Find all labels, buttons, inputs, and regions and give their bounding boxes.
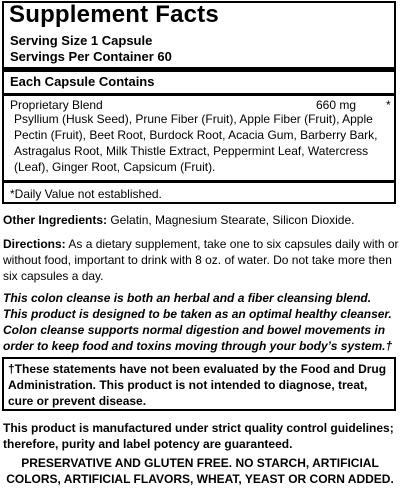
thick-divider: [4, 67, 394, 72]
each-capsule-contains: Each Capsule Contains: [10, 74, 155, 89]
facts-title: Supplement Facts: [9, 1, 219, 28]
bottom-divider: [4, 180, 394, 183]
directions: [3, 236, 399, 284]
fda-disclaimer-box: [2, 357, 396, 411]
daily-value-note: *Daily Value not established.: [10, 187, 162, 201]
blend-marker: *: [386, 98, 391, 112]
blend-name: Proprietary Blend: [10, 98, 103, 112]
free-from-statement: PRESERVATIVE AND GLUTEN FREE. NO STARCH, ARTIFICIAL COLORS, ARTIFICIAL FLAVORS, WHEAT, YEAST OR CORN ADDED.: [6, 456, 394, 486]
supplement-facts-panel: [2, 1, 396, 204]
blend-amount: 660 mg: [316, 98, 357, 112]
other-ingredients: [3, 212, 399, 228]
other-ingredients-label: Other Ingredients:: [3, 213, 108, 227]
blend-ingredients: Psyllium (Husk Seed), Prune Fiber (Fruit), Apple Fiber (Fruit), Apple Pectin (Fruit), Beet Root, Burdock Root, Acacia Gum, Barberry Bark, Astragalus Root, Milk Thistle Extract, Peppermint Leaf, Watercress (Leaf), Ginger Root, Capsicum (Fruit).: [14, 112, 378, 174]
directions-label: Directions:: [3, 237, 66, 251]
serving-size: Serving Size 1 Capsule: [10, 33, 153, 48]
quality-statement: This product is manufactured under strict quality control guidelines; therefore, purity and label potency are guaranteed.: [3, 421, 394, 451]
fda-disclaimer: †These statements have not been evaluated by the Food and Drug Administration. This product is not intended to diagnose, treat, cure or prevent disease.: [8, 362, 387, 408]
directions-text: As a dietary supplement, take one to six capsules daily with or without food, important to drink with 8 oz. of water. Do not take more then six capsules a day.: [3, 237, 399, 283]
servings-per-container: Servings Per Container 60: [10, 49, 172, 64]
medium-divider: [4, 93, 394, 96]
other-ingredients-text: Gelatin, Magnesium Stearate, Silicon Dioxide.: [107, 213, 355, 227]
product-description: This colon cleanse is both an herbal and a fiber cleansing blend. This product is designed to be taken as an optimal healthy cleanser. Colon cleanse supports normal digestion and bowel movements in order to keep food and toxins moving through your body’s system.†: [3, 291, 393, 353]
